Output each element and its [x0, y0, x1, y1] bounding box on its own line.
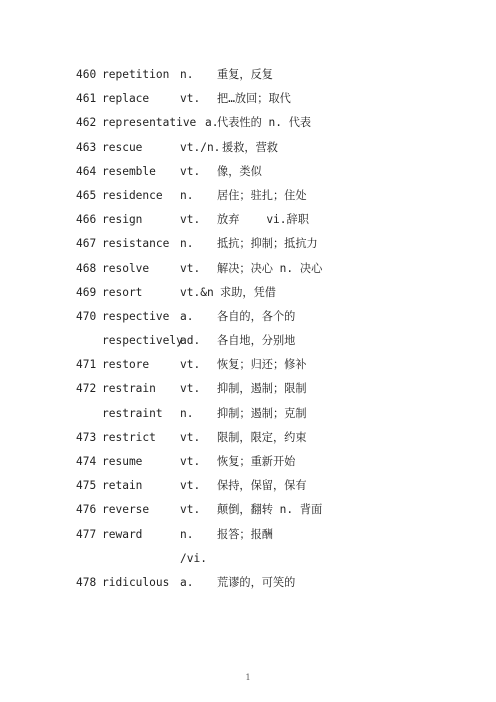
list-item [0, 474, 496, 498]
entry-part-of-speech: ad. [180, 334, 201, 348]
entry-definition: 抵抗；抑制；抵抗力 [217, 237, 318, 251]
entry-definition: 放弃 vi.辞职 [217, 213, 309, 227]
list-item [0, 571, 496, 595]
list-item [0, 353, 496, 377]
entry-definition: 恢复；归还；修补 [217, 358, 307, 372]
entry-number: 463 [76, 140, 97, 154]
entry-number: 464 [76, 164, 97, 178]
entry-definition: 颠倒，翻转 n. 背面 [217, 503, 323, 517]
entry-number: 468 [76, 261, 97, 275]
entry-definition: 像，类似 [217, 164, 262, 178]
list-item [0, 208, 496, 232]
entry-part-of-speech: vt. [180, 503, 201, 517]
list-item [0, 232, 496, 256]
entry-word: replace [102, 92, 150, 106]
list-item [0, 87, 496, 111]
entry-part-of-speech: vt. [180, 455, 201, 468]
list-item [0, 281, 496, 305]
entry-word: respectively [102, 334, 183, 348]
entry-part-of-speech: a. [180, 309, 194, 323]
entry-definition: 抑制；遏制；克制 [217, 406, 307, 420]
entry-part-of-speech: n. [180, 527, 194, 541]
entry-part-of-speech: vt. [180, 92, 201, 106]
entry-definition: 代表性的 n. 代表 [217, 116, 312, 130]
entry-definition: 援救，营救 [222, 140, 278, 154]
entry-number: 476 [76, 503, 97, 517]
vocabulary-list [0, 63, 496, 595]
entry-part-of-speech: vt. [180, 164, 201, 178]
entry-definition: 抑制，遏制；限制 [217, 382, 307, 396]
entry-word: respective [102, 309, 170, 323]
entry-number: 467 [76, 237, 97, 251]
entry-word: rescue [102, 140, 143, 154]
page-number: 1 [245, 673, 251, 682]
entry-word: residence [102, 188, 163, 202]
entry-definition: 居住；驻扎；住处 [217, 188, 307, 202]
list-item [0, 547, 496, 571]
entry-number: 473 [76, 430, 97, 444]
entry-definition: 各自地，分别地 [217, 334, 296, 348]
entry-definition: 恢复；重新开始 [217, 455, 296, 468]
entry-part-of-speech: vt. [180, 358, 201, 372]
entry-word: repetition [102, 68, 170, 81]
entry-number: 471 [76, 358, 97, 372]
entry-part-of-speech: vt. [180, 430, 201, 444]
list-item [0, 523, 496, 547]
entry-part-of-speech: n. [180, 188, 194, 202]
entry-word: ridiculous [102, 575, 170, 589]
entry-word: reward [102, 527, 143, 541]
entry-number: 478 [76, 575, 97, 589]
entry-word: resemble [102, 164, 156, 178]
entry-definition: 各自的，各个的 [217, 309, 296, 323]
entry-part-of-speech: vt.&n [180, 285, 214, 299]
entry-word: restrict [102, 430, 156, 444]
entry-word: restraint [102, 406, 163, 420]
entry-number: 475 [76, 479, 97, 493]
entry-number: 466 [76, 213, 97, 227]
list-item [0, 63, 496, 87]
entry-word: representative [102, 116, 197, 130]
list-item [0, 257, 496, 281]
entry-number: 461 [76, 92, 97, 106]
entry-number: 469 [76, 285, 97, 299]
list-item [0, 426, 496, 450]
entry-part-of-speech: vt./n. [180, 140, 221, 154]
entry-part-of-speech: n. [180, 237, 194, 251]
entry-word: resistance [102, 237, 170, 251]
list-item [0, 160, 496, 184]
entry-word: reverse [102, 503, 150, 517]
entry-part-of-speech: vt. [180, 382, 201, 396]
entry-definition: 荒谬的，可笑的 [217, 575, 296, 589]
entry-part-of-speech: a. [180, 575, 194, 589]
list-item [0, 111, 496, 135]
list-item [0, 136, 496, 160]
list-item [0, 498, 496, 522]
entry-definition: 报答；报酬 [217, 527, 273, 541]
entry-definition: 解决；决心 n. 决心 [217, 261, 323, 275]
entry-word: resign [102, 213, 143, 227]
entry-number: 477 [76, 527, 97, 541]
entry-number: 460 [76, 68, 97, 81]
entry-part-of-speech: n. [180, 68, 194, 81]
entry-part-of-speech: n. [180, 406, 194, 420]
entry-part-of-speech: vt. [180, 479, 201, 493]
list-item [0, 377, 496, 401]
entry-word: resume [102, 455, 143, 468]
list-item [0, 450, 496, 474]
entry-definition: 把…放回；取代 [217, 92, 291, 106]
entry-definition: 求助，凭借 [220, 285, 276, 299]
entry-word: retain [102, 479, 143, 493]
entry-number: 465 [76, 188, 97, 202]
entry-word: restrain [102, 382, 156, 396]
list-item [0, 305, 496, 329]
entry-number: 472 [76, 382, 97, 396]
entry-part-of-speech: vt. [180, 261, 201, 275]
entry-word: resolve [102, 261, 150, 275]
entry-word: restore [102, 358, 150, 372]
entry-number: 462 [76, 116, 97, 130]
entry-number: 474 [76, 455, 97, 468]
entry-part-of-speech: /vi. [180, 551, 207, 565]
entry-number: 470 [76, 309, 97, 323]
list-item [0, 329, 496, 353]
list-item [0, 184, 496, 208]
entry-part-of-speech: a. [205, 116, 219, 130]
entry-word: resort [102, 285, 143, 299]
entry-definition: 保持，保留，保有 [217, 479, 307, 493]
entry-part-of-speech: vt. [180, 213, 201, 227]
list-item [0, 402, 496, 426]
entry-definition: 限制，限定，约束 [217, 430, 307, 444]
entry-definition: 重复，反复 [217, 68, 273, 81]
